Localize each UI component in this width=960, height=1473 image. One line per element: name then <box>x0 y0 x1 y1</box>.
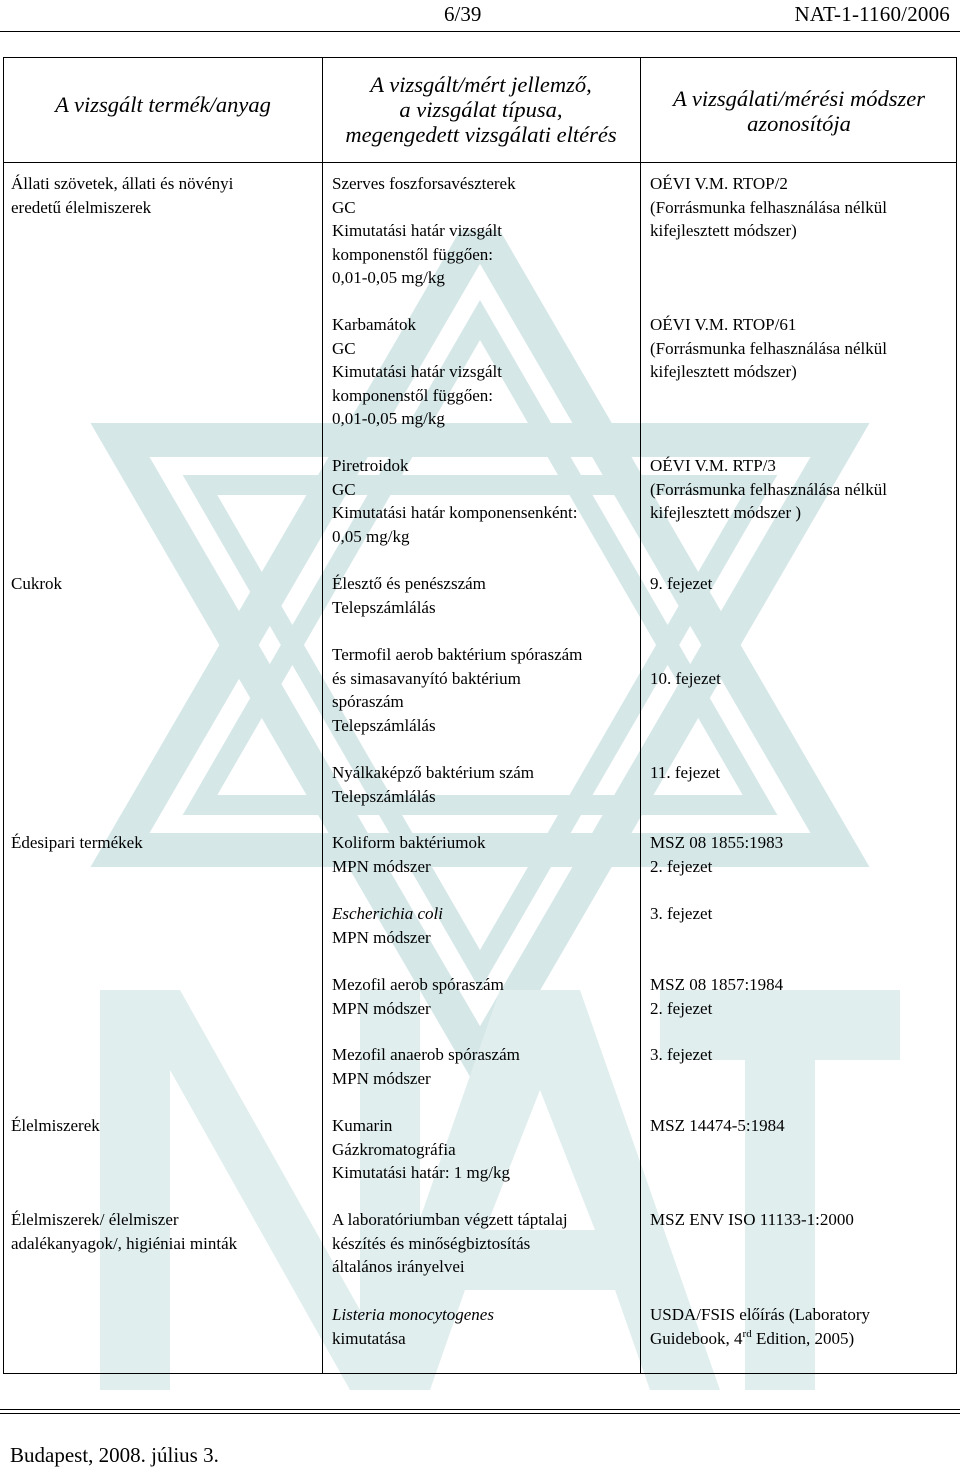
characteristic-line: MPN módszer <box>332 856 431 876</box>
characteristic-line: Koliform baktériumok <box>332 833 486 852</box>
characteristic-nyalkakepzo <box>332 761 534 808</box>
ordinal-superscript: rd <box>742 1327 752 1340</box>
characteristic-listeria <box>332 1303 494 1350</box>
header-text: megengedett vizsgálati eltérés <box>345 122 617 147</box>
characteristic-piretroidok <box>332 454 578 548</box>
characteristic-line: 0,05 mg/kg <box>332 526 410 546</box>
characteristic-szerves-foszfor <box>332 172 516 290</box>
method-fejezet-3a: 3. fejezet <box>650 904 713 923</box>
method-usda-fsis <box>650 1303 870 1350</box>
characteristic-line: Listeria monocytogenes <box>332 1305 494 1324</box>
product-allati <box>11 172 233 219</box>
characteristic-line: általános irányelvei <box>332 1257 465 1276</box>
method-line: kifejlesztett módszer) <box>650 221 797 240</box>
characteristic-line: Kimutatási határ komponensenként: <box>332 503 578 522</box>
characteristic-line: Escherichia coli <box>332 904 443 923</box>
characteristic-mezofil-aerob <box>332 973 504 1020</box>
characteristic-line: 0,01-0,05 mg/kg <box>332 268 445 287</box>
characteristic-line: Kimutatási határ vizsgált <box>332 221 502 240</box>
header-text: azonosítója <box>747 111 851 136</box>
column-header-product <box>4 80 322 117</box>
header-text: A vizsgált/mért jellemző, <box>370 72 592 97</box>
product-line: Állati szövetek, állati és növényi <box>11 174 234 193</box>
characteristic-line: Piretroidok <box>332 456 409 475</box>
page-number: 6/39 <box>444 2 482 26</box>
method-text: Edition, 2005) <box>751 1328 855 1348</box>
characteristic-line: A laboratóriumban végzett táptalaj <box>332 1210 568 1229</box>
product-line: Élelmiszerek/ élelmiszer <box>11 1210 179 1229</box>
characteristic-line: Kumarin <box>332 1116 393 1135</box>
characteristic-line: Mezofil anaerob spóraszám <box>332 1045 520 1064</box>
characteristic-line: kimutatása <box>332 1328 406 1348</box>
method-line: MSZ 08 1855:1983 <box>650 833 784 852</box>
product-line: eredetű élelmiszerek <box>11 197 152 217</box>
characteristic-line: Gázkromatográfia <box>332 1139 456 1159</box>
characteristic-line: és simasavanyító baktérium <box>332 668 521 688</box>
method-line: OÉVI V.M. RTOP/2 <box>650 174 788 193</box>
method-rtop-2 <box>650 172 887 243</box>
bottom-rule <box>0 1413 960 1414</box>
method-line: MSZ 08 1857:1984 <box>650 975 784 994</box>
method-fejezet-9: 9. fejezet <box>650 574 713 593</box>
method-line: kifejlesztett módszer) <box>650 362 797 381</box>
characteristic-termofil <box>332 643 582 737</box>
characteristic-line: Karbamátok <box>332 315 417 334</box>
characteristic-taptalaj <box>332 1208 568 1279</box>
characteristic-mezofil-anaerob <box>332 1043 520 1090</box>
document-id: NAT-1-1160/2006 <box>794 2 950 26</box>
method-msz-env-iso: MSZ ENV ISO 11133-1:2000 <box>650 1210 854 1229</box>
characteristic-line: Telepszámlálás <box>332 715 436 735</box>
footer-place-date: Budapest, 2008. július 3. <box>10 1443 219 1467</box>
method-text: Guidebook, 4 <box>650 1328 743 1348</box>
characteristic-kumarin <box>332 1114 510 1185</box>
method-line: USDA/FSIS előírás (Laboratory <box>650 1305 871 1324</box>
method-line: 2. fejezet <box>650 998 713 1018</box>
characteristic-line: MPN módszer <box>332 927 431 947</box>
characteristic-escherichia <box>332 902 443 949</box>
product-cukrok: Cukrok <box>11 574 62 593</box>
characteristic-line: Mezofil aerob spóraszám <box>332 975 504 994</box>
column-header-method <box>640 86 958 136</box>
characteristic-karbamatok <box>332 313 502 431</box>
method-fejezet-3b: 3. fejezet <box>650 1045 713 1064</box>
characteristic-line: Kimutatási határ vizsgált <box>332 362 502 381</box>
method-fejezet-11: 11. fejezet <box>650 763 721 782</box>
method-line-2 <box>650 1327 870 1351</box>
characteristic-line: Nyálkaképző baktérium szám <box>332 763 535 782</box>
method-msz-1857 <box>650 973 783 1020</box>
method-line: OÉVI V.M. RTOP/61 <box>650 315 797 334</box>
characteristic-line: komponenstől függően: <box>332 385 494 405</box>
characteristic-line: Telepszámlálás <box>332 786 436 806</box>
characteristic-line: MPN módszer <box>332 998 431 1018</box>
method-line: (Forrásmunka felhasználása nélkül <box>650 479 887 499</box>
characteristic-line: GC <box>332 197 356 217</box>
characteristic-line: komponenstől függően: <box>332 244 494 264</box>
header-text: a vizsgálat típusa, <box>399 97 563 122</box>
method-rtp-3 <box>650 454 887 525</box>
method-msz-14474: MSZ 14474-5:1984 <box>650 1116 785 1135</box>
product-adalek <box>11 1208 237 1255</box>
characteristic-line: készítés és minőségbiztosítás <box>332 1233 531 1253</box>
characteristic-line: GC <box>332 479 356 499</box>
characteristic-line: Kimutatási határ: 1 mg/kg <box>332 1163 510 1182</box>
characteristic-line: Termofil aerob baktérium spóraszám <box>332 645 583 664</box>
top-rule <box>0 31 960 32</box>
characteristic-line: Telepszámlálás <box>332 597 436 617</box>
characteristic-line: spóraszám <box>332 692 404 711</box>
header-text: A vizsgálati/mérési módszer <box>672 86 926 111</box>
bottom-rule <box>0 1409 960 1410</box>
characteristic-eleszto <box>332 572 486 619</box>
characteristic-line: GC <box>332 338 356 358</box>
product-line: adalékanyagok/, higiéniai minták <box>11 1233 238 1253</box>
characteristic-koliform <box>332 831 485 878</box>
header-text: A vizsgált termék/anyag <box>55 92 271 117</box>
product-elelmiszerek: Élelmiszerek <box>11 1116 100 1135</box>
accreditation-table <box>3 57 957 1374</box>
method-line: 2. fejezet <box>650 856 713 876</box>
method-line: (Forrásmunka felhasználása nélkül <box>650 338 887 358</box>
product-edesipari: Édesipari termékek <box>11 833 143 852</box>
column-header-characteristic <box>322 72 640 147</box>
characteristic-line: 0,01-0,05 mg/kg <box>332 409 445 428</box>
method-line: (Forrásmunka felhasználása nélkül <box>650 197 887 217</box>
method-line: OÉVI V.M. RTP/3 <box>650 456 776 475</box>
method-rtop-61 <box>650 313 887 384</box>
method-fejezet-10: 10. fejezet <box>650 669 721 688</box>
characteristic-line: MPN módszer <box>332 1068 431 1088</box>
method-msz-1855 <box>650 831 783 878</box>
characteristic-line: Szerves foszforsavészterek <box>332 174 516 193</box>
characteristic-line: Élesztő és penészszám <box>332 574 486 593</box>
method-line: kifejlesztett módszer ) <box>650 503 802 522</box>
